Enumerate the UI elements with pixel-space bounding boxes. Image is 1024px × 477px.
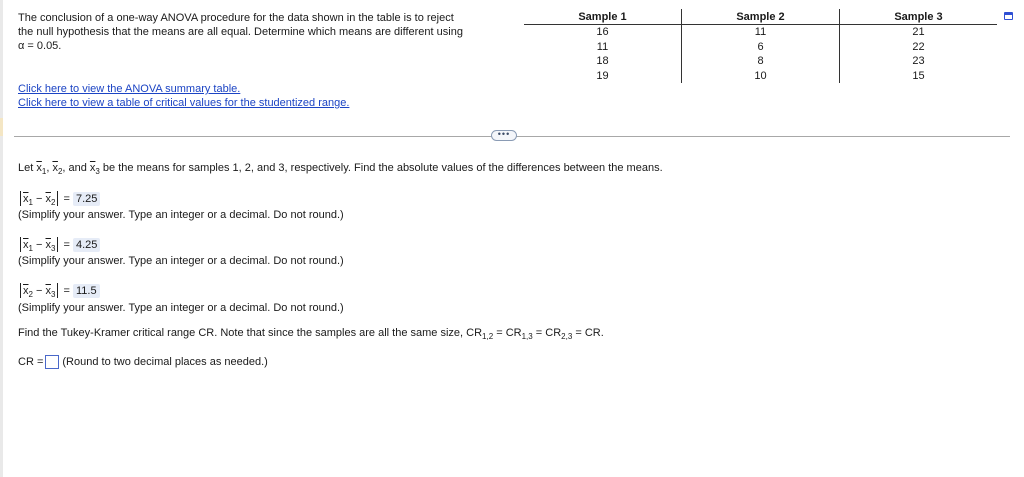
anova-summary-link[interactable]: Click here to view the ANOVA summary table. <box>18 83 241 95</box>
critical-values-link[interactable]: Click here to view a table of critical values for the studentized range. <box>18 97 350 109</box>
table-cell: 21 <box>840 25 998 40</box>
intro-line-1: The conclusion of a one-way ANOVA procedure for the data shown in the table is to reject <box>18 12 454 24</box>
problem-statement <box>18 11 486 53</box>
table-row <box>524 54 997 69</box>
table-cell: 15 <box>840 69 998 84</box>
table-cell: 11 <box>682 25 840 40</box>
table-cell: 19 <box>596 69 609 82</box>
header-sample-2: Sample 2 <box>682 9 840 25</box>
left-gutter <box>0 0 3 477</box>
table-row <box>524 40 997 55</box>
round-note: (Round to two decimal places as needed.) <box>62 356 268 368</box>
sample-data-table <box>524 9 997 83</box>
table-cell: 23 <box>840 54 998 69</box>
header-sample-1: Sample 1 <box>524 9 682 25</box>
table-row <box>524 69 997 84</box>
cr-label: CR = <box>18 356 44 368</box>
answer-d13[interactable]: 4.25 <box>73 238 100 252</box>
difference-1-2: $\overline{x}_1 - \overline{x}_2 = 7.25$ <box>18 191 100 206</box>
more-button[interactable]: ••• <box>491 130 517 141</box>
instruction-2: (Simplify your answer. Type an integer or a decimal. Do not round.) <box>18 255 344 267</box>
table-cell: 11 <box>596 40 609 53</box>
table-cell: 18 <box>596 55 609 68</box>
cr-input[interactable] <box>45 355 59 369</box>
window-icon[interactable] <box>1004 12 1013 20</box>
resource-links <box>18 82 349 110</box>
table-cell: 22 <box>840 40 998 55</box>
table-cell: 8 <box>682 54 840 69</box>
answer-d12[interactable]: 7.25 <box>73 192 100 206</box>
instruction-3: (Simplify your answer. Type an integer or a decimal. Do not round.) <box>18 302 344 314</box>
table-header-row <box>524 9 997 25</box>
table-cell: 10 <box>682 69 840 84</box>
table-row <box>524 25 997 40</box>
difference-2-3: $\overline{x}_2 - \overline{x}_3 = 11.5$ <box>18 283 100 298</box>
header-sample-3: Sample 3 <box>840 9 998 25</box>
table-cell: 16 <box>596 26 609 39</box>
left-gutter-marker <box>0 118 3 136</box>
means-question: Let $\overline{x}_1$, $\overline{x}_2$, and $\overline{x}_3$ be the means for samples 1, 2, and 3, respectively. Find the absolute values of the differences between the means. <box>18 162 663 176</box>
answer-d23[interactable]: 11.5 <box>73 284 100 298</box>
tukey-question: Find the Tukey-Kramer critical range CR. Note that since the samples are all the same size, $CR_{1,2} = CR_{1,3} = CR_{2,3}$ = CR. <box>18 327 604 341</box>
cr-answer-row <box>18 355 268 369</box>
instruction-1: (Simplify your answer. Type an integer or a decimal. Do not round.) <box>18 209 344 221</box>
intro-line-2: the null hypothesis that the means are all equal. Determine which means are different using <box>18 26 463 38</box>
intro-line-3: α = 0.05. <box>18 40 62 52</box>
difference-1-3: $\overline{x}_1 - \overline{x}_3 = 4.25$ <box>18 237 100 252</box>
table-cell: 6 <box>682 40 840 55</box>
